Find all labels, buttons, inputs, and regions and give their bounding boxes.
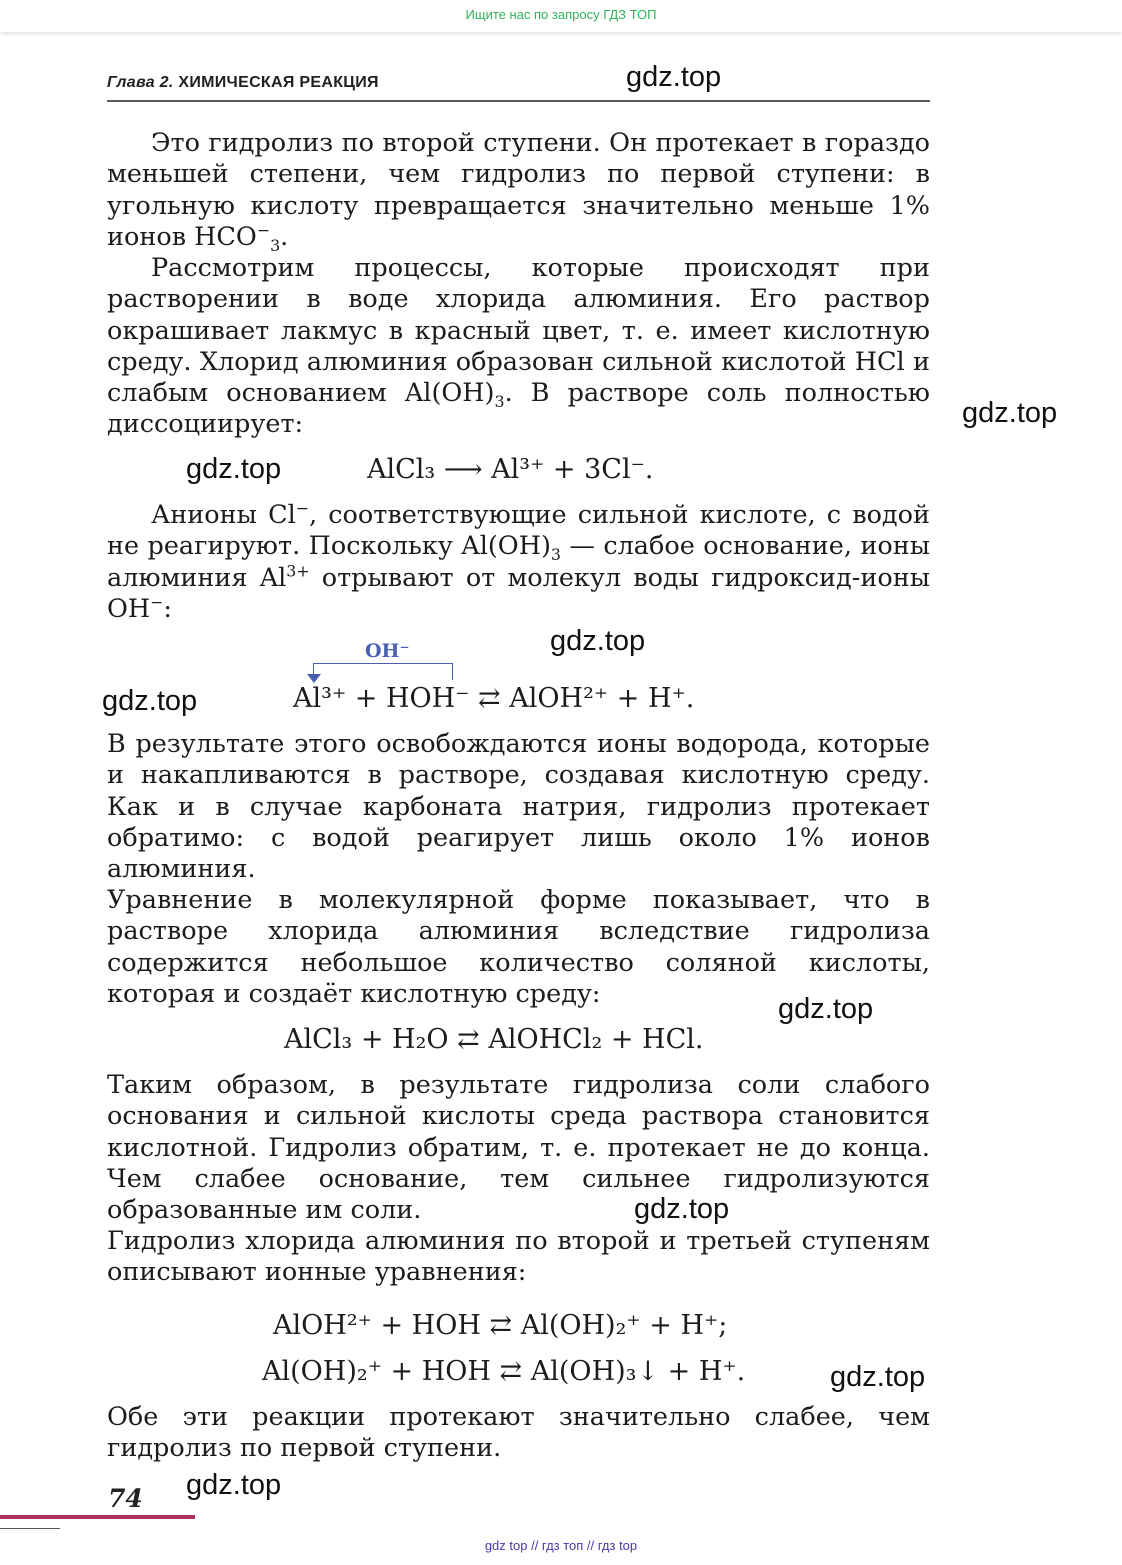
equation-third-stage: Al(OH)₂⁺ + HOH ⇄ Al(OH)₃↓ + H⁺. xyxy=(262,1356,746,1387)
watermark: gdz.top xyxy=(186,1469,282,1501)
watermark: gdz.top xyxy=(102,685,198,717)
page-divider xyxy=(0,1528,60,1529)
watermark: gdz.top xyxy=(626,61,722,93)
equation-hydrolysis-ionic: Al³⁺ + HOH⁻ ⇄ AlOH²⁺ + H⁺. xyxy=(293,683,695,714)
paragraph-3: Анионы Cl−, соответствующие сильной кислоте, с водой не реагируют. Поскольку $Al(OH)_3$ — слабое основание, ионы алюминия $Al^{3+}$ отрывают от молекул воды гидроксид-ионы OH−: xyxy=(107,498,931,624)
watermark: gdz.top xyxy=(186,453,282,485)
paragraph-8: Обе эти реакции протекают значительно слабее, чем гидролиз по первой ступени. xyxy=(107,1402,930,1464)
paragraph-5: Уравнение в молекулярной форме показывает, что в растворе хлорида алюминия вследствие гидролиза содержится небольшое количество соляной кислоты, которая и создаёт кислотную среду: xyxy=(107,885,930,1009)
formula-aloh3-2: $Al(OH)_3$ xyxy=(461,531,561,565)
watermark: gdz.top xyxy=(778,993,874,1025)
oh-transfer-bracket xyxy=(313,663,453,680)
footer-links[interactable]: gdz top // гдз топ // гдз top xyxy=(484,1538,638,1553)
formula-hco3: $HCO^-_3$ xyxy=(194,220,281,255)
watermark: gdz.top xyxy=(634,1193,730,1225)
paragraph-4: В результате этого освобождаются ионы водорода, которые и накапливаются в растворе, создавая кислотную среду. Как и в случае карбоната натрия, гидролиз протекает обратимо: с водой реагирует лишь около 1% ионов алюминия. xyxy=(107,729,930,885)
equation-second-stage: AlOH²⁺ + HOH ⇄ Al(OH)₂⁺ + H⁺; xyxy=(273,1310,728,1341)
watermark: gdz.top xyxy=(830,1361,926,1393)
watermark: gdz.top xyxy=(550,625,646,657)
paragraph-6: Таким образом, в результате гидролиза соли слабого основания и сильной кислоты среда раствора становится кислотной. Гидролиз обратим, т. е. протекает не до конца. Чем слабее основание, тем сильнее гидролизуются образованные им соли. xyxy=(107,1070,930,1226)
chapter-header xyxy=(107,74,930,102)
chapter-number: Глава 2. xyxy=(107,74,174,91)
top-banner[interactable]: Ищите нас по запросу ГДЗ ТОП xyxy=(0,0,1122,32)
paragraph-1: Это гидролиз по второй ступени. Он протекает в гораздо меньшей степени, чем гидролиз по первой ступени: в угольную кислоту превращается значительно меньше 1% ионов $HCO^-_3$. xyxy=(107,128,930,255)
page-number: 74 xyxy=(108,1484,143,1513)
formula-aloh3: $Al(OH)_3$ xyxy=(404,378,505,412)
oh-annotation-label: OH⁻ xyxy=(365,640,410,662)
equation-molecular: AlCl₃ + H₂O ⇄ AlOHCl₂ + HCl. xyxy=(284,1024,704,1055)
paragraph-2: Рассмотрим процессы, которые происходят при растворении в воде хлорида алюминия. Его раствор окрашивает лакмус в красный цвет, т. е. имеет кислотную среду. Хлорид алюминия образован сильной кислотой HCl и слабым основанием $Al(OH)_3$. В растворе соль полностью диссоциирует: xyxy=(107,253,931,440)
formula-al3: $Al^{3+}$ xyxy=(259,561,310,593)
watermark: gdz.top xyxy=(962,397,1058,429)
chapter-title: ХИМИЧЕСКАЯ РЕАКЦИЯ xyxy=(178,74,379,91)
paragraph-7: Гидролиз хлорида алюминия по второй и третьей ступеням описывают ионные уравнения: xyxy=(107,1226,930,1288)
page-accent-line xyxy=(0,1515,195,1519)
equation-dissociation: AlCl₃ ⟶ Al³⁺ + 3Cl⁻. xyxy=(367,454,654,485)
